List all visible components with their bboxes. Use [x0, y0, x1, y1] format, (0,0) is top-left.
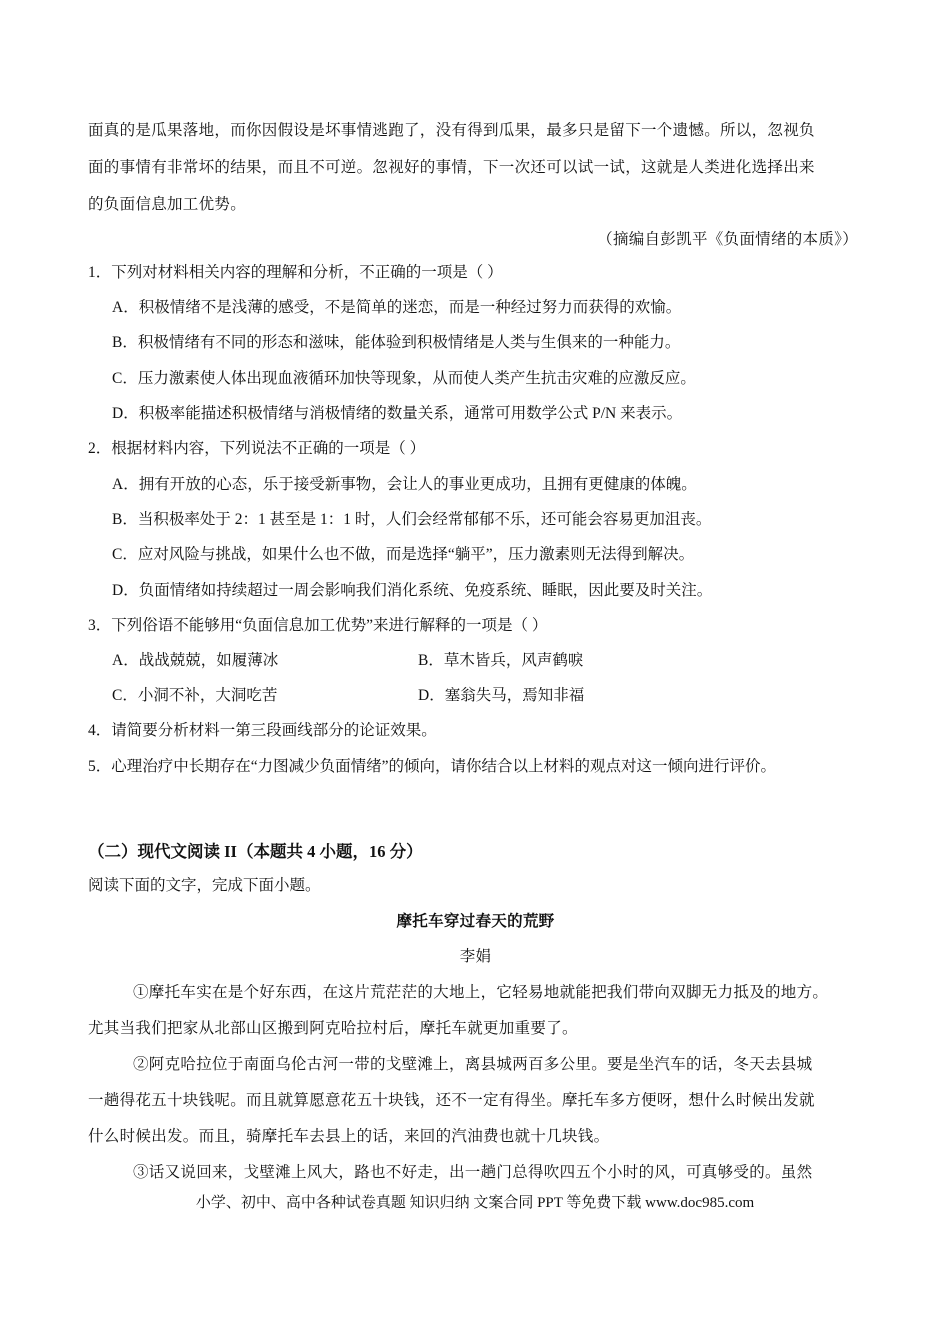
question-2-stem: 2．根据材料内容，下列说法不正确的一项是（ ）: [88, 440, 426, 457]
question-2-option-c: C．应对风险与挑战，如果什么也不做，而是选择“躺平”，压力激素则无法得到解决。: [112, 546, 695, 563]
passage-line: 面真的是瓜果落地，而你因假设是坏事情逃跑了，没有得到瓜果，最多只是留下一个遗憾。所以，忽视负: [88, 121, 815, 139]
question-1-option-c: C．压力激素使人体出现血液循环加快等现象，从而使人类产生抗击灾难的应激反应。: [112, 370, 696, 387]
section-heading: （二）现代文阅读 II（本题共 4 小题，16 分）: [88, 842, 423, 861]
question-1-option-d: D．积极率能描述积极情绪与消极情绪的数量关系，通常可用数学公式 P/N 来表示。: [112, 405, 683, 422]
article-paragraph-line: 什么时候出发。而且，骑摩托车去县上的话，来回的汽油费也就十几块钱。: [88, 1127, 610, 1145]
article-author: 李娟: [459, 947, 492, 965]
question-3-option-c: C．小洞不补，大洞吃苦: [112, 687, 278, 704]
question-4-stem: 4．请简要分析材料一第三段画线部分的论证效果。: [88, 722, 437, 739]
passage-source: （摘编自彭凯平《负面情绪的本质》）: [597, 230, 858, 248]
article-paragraph-line: ③话又说回来，戈壁滩上风大，路也不好走，出一趟门总得吹四五个小时的风，可真够受的。虽然: [133, 1163, 813, 1181]
question-5-stem: 5．心理治疗中长期存在“力图减少负面情绪”的倾向，请你结合以上材料的观点对这一倾向进行评价。: [88, 758, 777, 775]
article-paragraph-line: 尤其当我们把家从北部山区搬到阿克哈拉村后，摩托车就更加重要了。: [88, 1019, 578, 1037]
question-3-option-a: A．战战兢兢，如履薄冰: [112, 652, 279, 669]
section-instruction: 阅读下面的文字，完成下面小题。: [88, 877, 321, 894]
page-footer: 小学、初中、高中各种试卷真题 知识归纳 文案合同 PPT 等免费下载 www.doc985.com: [195, 1195, 755, 1211]
question-1-stem: 1．下列对材料相关内容的理解和分析，不正确的一项是（ ）: [88, 264, 503, 281]
question-2-option-a: A．拥有开放的心态，乐于接受新事物，会让人的事业更成功，且拥有更健康的体魄。: [112, 476, 697, 493]
question-2-option-b: B．当积极率处于 2：1 甚至是 1：1 时，人们会经常郁郁不乐，还可能会容易更加沮丧。: [112, 511, 712, 528]
question-3-option-d: D．塞翁失马，焉知非福: [418, 687, 585, 704]
article-title: 摩托车穿过春天的荒野: [396, 911, 555, 930]
article-paragraph-line: ②阿克哈拉位于南面乌伦古河一带的戈壁滩上，离县城两百多公里。要是坐汽车的话，冬天去县城: [133, 1055, 813, 1073]
question-3-option-b: B．草木皆兵，风声鹤唳: [418, 652, 584, 669]
question-2-option-d: D．负面情绪如持续超过一周会影响我们消化系统、免疫系统、睡眠，因此要及时关注。: [112, 582, 713, 599]
question-1-option-b: B．积极情绪有不同的形态和滋味，能体验到积极情绪是人类与生俱来的一种能力。: [112, 334, 681, 351]
question-1-option-a: A．积极情绪不是浅薄的感受，不是简单的迷恋，而是一种经过努力而获得的欢愉。: [112, 299, 682, 316]
article-paragraph-line: ①摩托车实在是个好东西，在这片荒茫茫的大地上，它轻易地就能把我们带向双脚无力抵及的地方。: [133, 983, 829, 1001]
article-paragraph-line: 一趟得花五十块钱呢。而且就算愿意花五十块钱，还不一定有得坐。摩托车多方便呀，想什么时候出发就: [88, 1091, 815, 1109]
question-3-stem: 3．下列俗语不能够用“负面信息加工优势”来进行解释的一项是（ ）: [88, 617, 548, 634]
passage-line: 面的事情有非常坏的结果，而且不可逆。忽视好的事情，下一次还可以试一试，这就是人类进化选择出来: [88, 158, 815, 176]
passage-line: 的负面信息加工优势。: [88, 195, 247, 213]
